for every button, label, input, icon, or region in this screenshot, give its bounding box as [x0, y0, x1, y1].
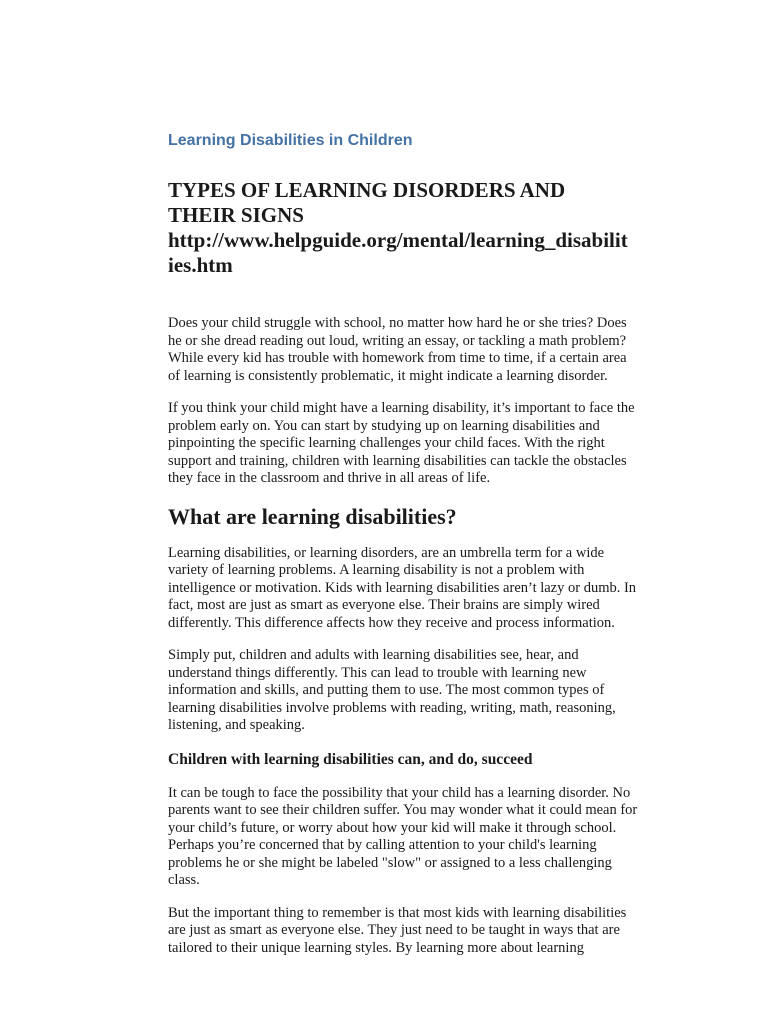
title-url-line-1: http://www.helpguide.org/mental/learning_disabilit [168, 228, 628, 252]
title-line-2: THEIR SIGNS [168, 203, 304, 227]
document-content [168, 131, 640, 972]
section-heading-what-are-learning-disabilities: What are learning disabilities? [168, 503, 457, 529]
paragraph-tough-to-face: It can be tough to face the possibility that your child has a learning disorder. No parents want to see their children suffer. You may wonder what it could mean for your child’s future, or worry about how your kid will make it through school. Perhaps you’re concerned that by calling attention to your child's learning problems he or she might be labeled "slow" or assigned to a less challenging class. [168, 784, 638, 888]
section-heading-children-succeed: Children with learning disabilities can, and do, succeed [168, 750, 533, 768]
document-title [168, 178, 640, 278]
paragraph-simply-put: Simply put, children and adults with learning disabilities see, hear, and understand things differently. This can lead to trouble with learning new information and skills, and putting them to use. The most common types of learning disabilities involve problems with reading, writing, math, reasoning, listening, and speaking. [168, 647, 616, 733]
document-subtitle: Learning Disabilities in Children [168, 132, 413, 149]
paragraph-intro-face-problem: If you think your child might have a learning disability, it’s important to face the problem early on. You can start by studying up on learning disabilities and pinpointing the specific learning challenges your child faces. With the right support and training, children with learning disabilities can tackle the obstacles they face in the classroom and thrive in all areas of life. [168, 400, 635, 486]
title-url-line-2: ies.htm [168, 253, 233, 277]
paragraph-umbrella-term: Learning disabilities, or learning disorders, are an umbrella term for a wide variety of learning problems. A learning disability is not a problem with intelligence or motivation. Kids with learning disabilities aren’t lazy or dumb. In fact, most are just as smart as everyone else. Their brains are simply wired differently. This difference affects how they receive and process information. [168, 544, 637, 631]
paragraph-important-thing: But the important thing to remember is that most kids with learning disabilities are just as smart as everyone else. They just need to be taught in ways that are tailored to their unique learning styles. By learning more about learning [168, 904, 627, 956]
title-line-1: TYPES OF LEARNING DISORDERS AND [168, 178, 566, 202]
paragraph-intro-struggle: Does your child struggle with school, no matter how hard he or she tries? Does he or she dread reading out loud, writing an essay, or tackling a math problem? While every kid has trouble with homework from time to time, if a certain area of learning is consistently problematic, it might indicate a learning disorder. [168, 315, 627, 384]
